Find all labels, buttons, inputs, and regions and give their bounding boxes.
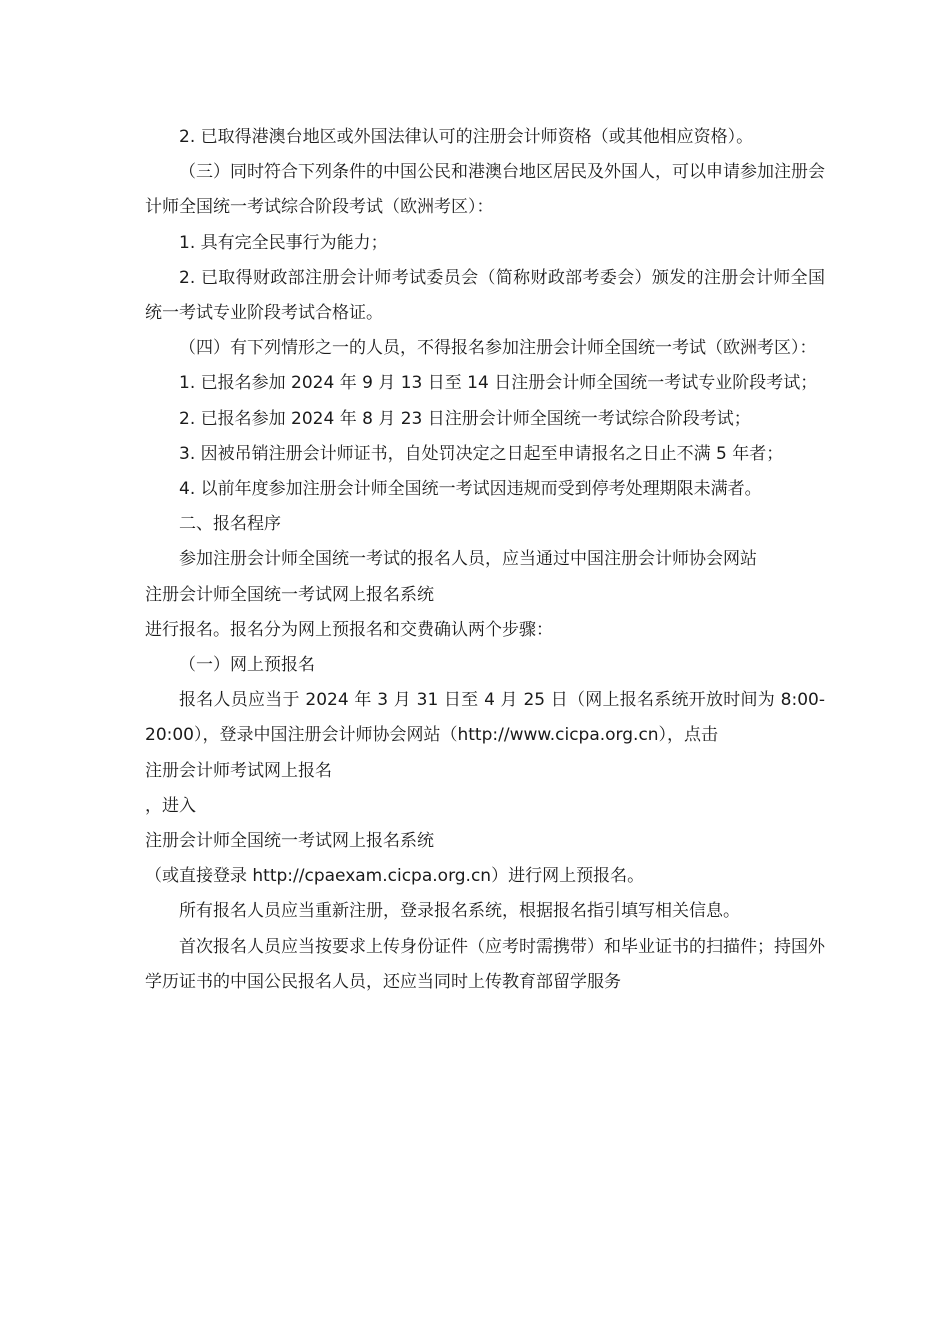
paragraph-section-3-item-1: 1. 具有完全民事行为能力； [179, 232, 388, 253]
heading-registration-procedure: 二、报名程序 [179, 514, 281, 535]
paragraph-section-4-heading: （四）有下列情形之一的人员，不得报名参加注册会计师全国统一考试（欧洲考区）： [179, 338, 817, 359]
paragraph-all-applicants-register: 所有报名人员应当重新注册，登录报名系统，根据报名指引填写相关信息。 [179, 901, 740, 922]
paragraph-section-3-item-2: 2. 已取得财政部注册会计师考试委员会（简称财政部考委会）颁发的注册会计师全国统一考试专业阶段考试合格证。 [145, 267, 825, 324]
text-online-registration-system-2: 注册会计师全国统一考试网上报名系统 [145, 831, 434, 852]
paragraph-section-4-item-4: 4. 以前年度参加注册会计师全国统一考试因违规而受到停考处理期限未满者。 [179, 479, 762, 500]
paragraph-pre-registration-dates: 报名人员应当于 2024 年 3 月 31 日至 4 月 25 日（网上报名系统开放时间为 8:00-20:00），登录中国注册会计师协会网站（http://www.cicpa.org.cn），点击 [145, 690, 825, 746]
text-exam-online-registration: 注册会计师考试网上报名 [145, 760, 332, 781]
paragraph-first-time-applicants: 首次报名人员应当按要求上传身份证件（应考时需携带）和毕业证书的扫描件；持国外学历证书的中国公民报名人员，还应当同时上传教育部留学服务 [145, 936, 825, 992]
paragraph-direct-login: （或直接登录 http://cpaexam.cicpa.org.cn）进行网上预报名。 [145, 866, 645, 887]
paragraph-registration-steps: 进行报名。报名分为网上预报名和交费确认两个步骤： [145, 619, 553, 640]
paragraph-section-4-item-1: 1. 已报名参加 2024 年 9 月 13 日至 14 日注册会计师全国统一考试专业阶段考试； [179, 373, 818, 394]
heading-online-pre-registration: （一）网上预报名 [179, 655, 315, 676]
document-body [145, 120, 825, 1000]
paragraph-condition-2-foreign-qualification: 2. 已取得港澳台地区或外国法律认可的注册会计师资格（或其他相应资格）。 [179, 127, 754, 147]
text-enter: ，进入 [145, 795, 196, 816]
text-online-registration-system: 注册会计师全国统一考试网上报名系统 [145, 584, 434, 605]
paragraph-section-3-heading: （三）同时符合下列条件的中国公民和港澳台地区居民及外国人，可以申请参加注册会计师全国统一考试综合阶段考试（欧洲考区）： [145, 162, 825, 218]
paragraph-registration-intro: 参加注册会计师全国统一考试的报名人员，应当通过中国注册会计师协会网站 [179, 549, 757, 570]
paragraph-section-4-item-2: 2. 已报名参加 2024 年 8 月 23 日注册会计师全国统一考试综合阶段考试； [179, 408, 751, 429]
paragraph-section-4-item-3: 3. 因被吊销注册会计师证书，自处罚决定之日起至申请报名之日止不满 5 年者； [179, 443, 784, 464]
